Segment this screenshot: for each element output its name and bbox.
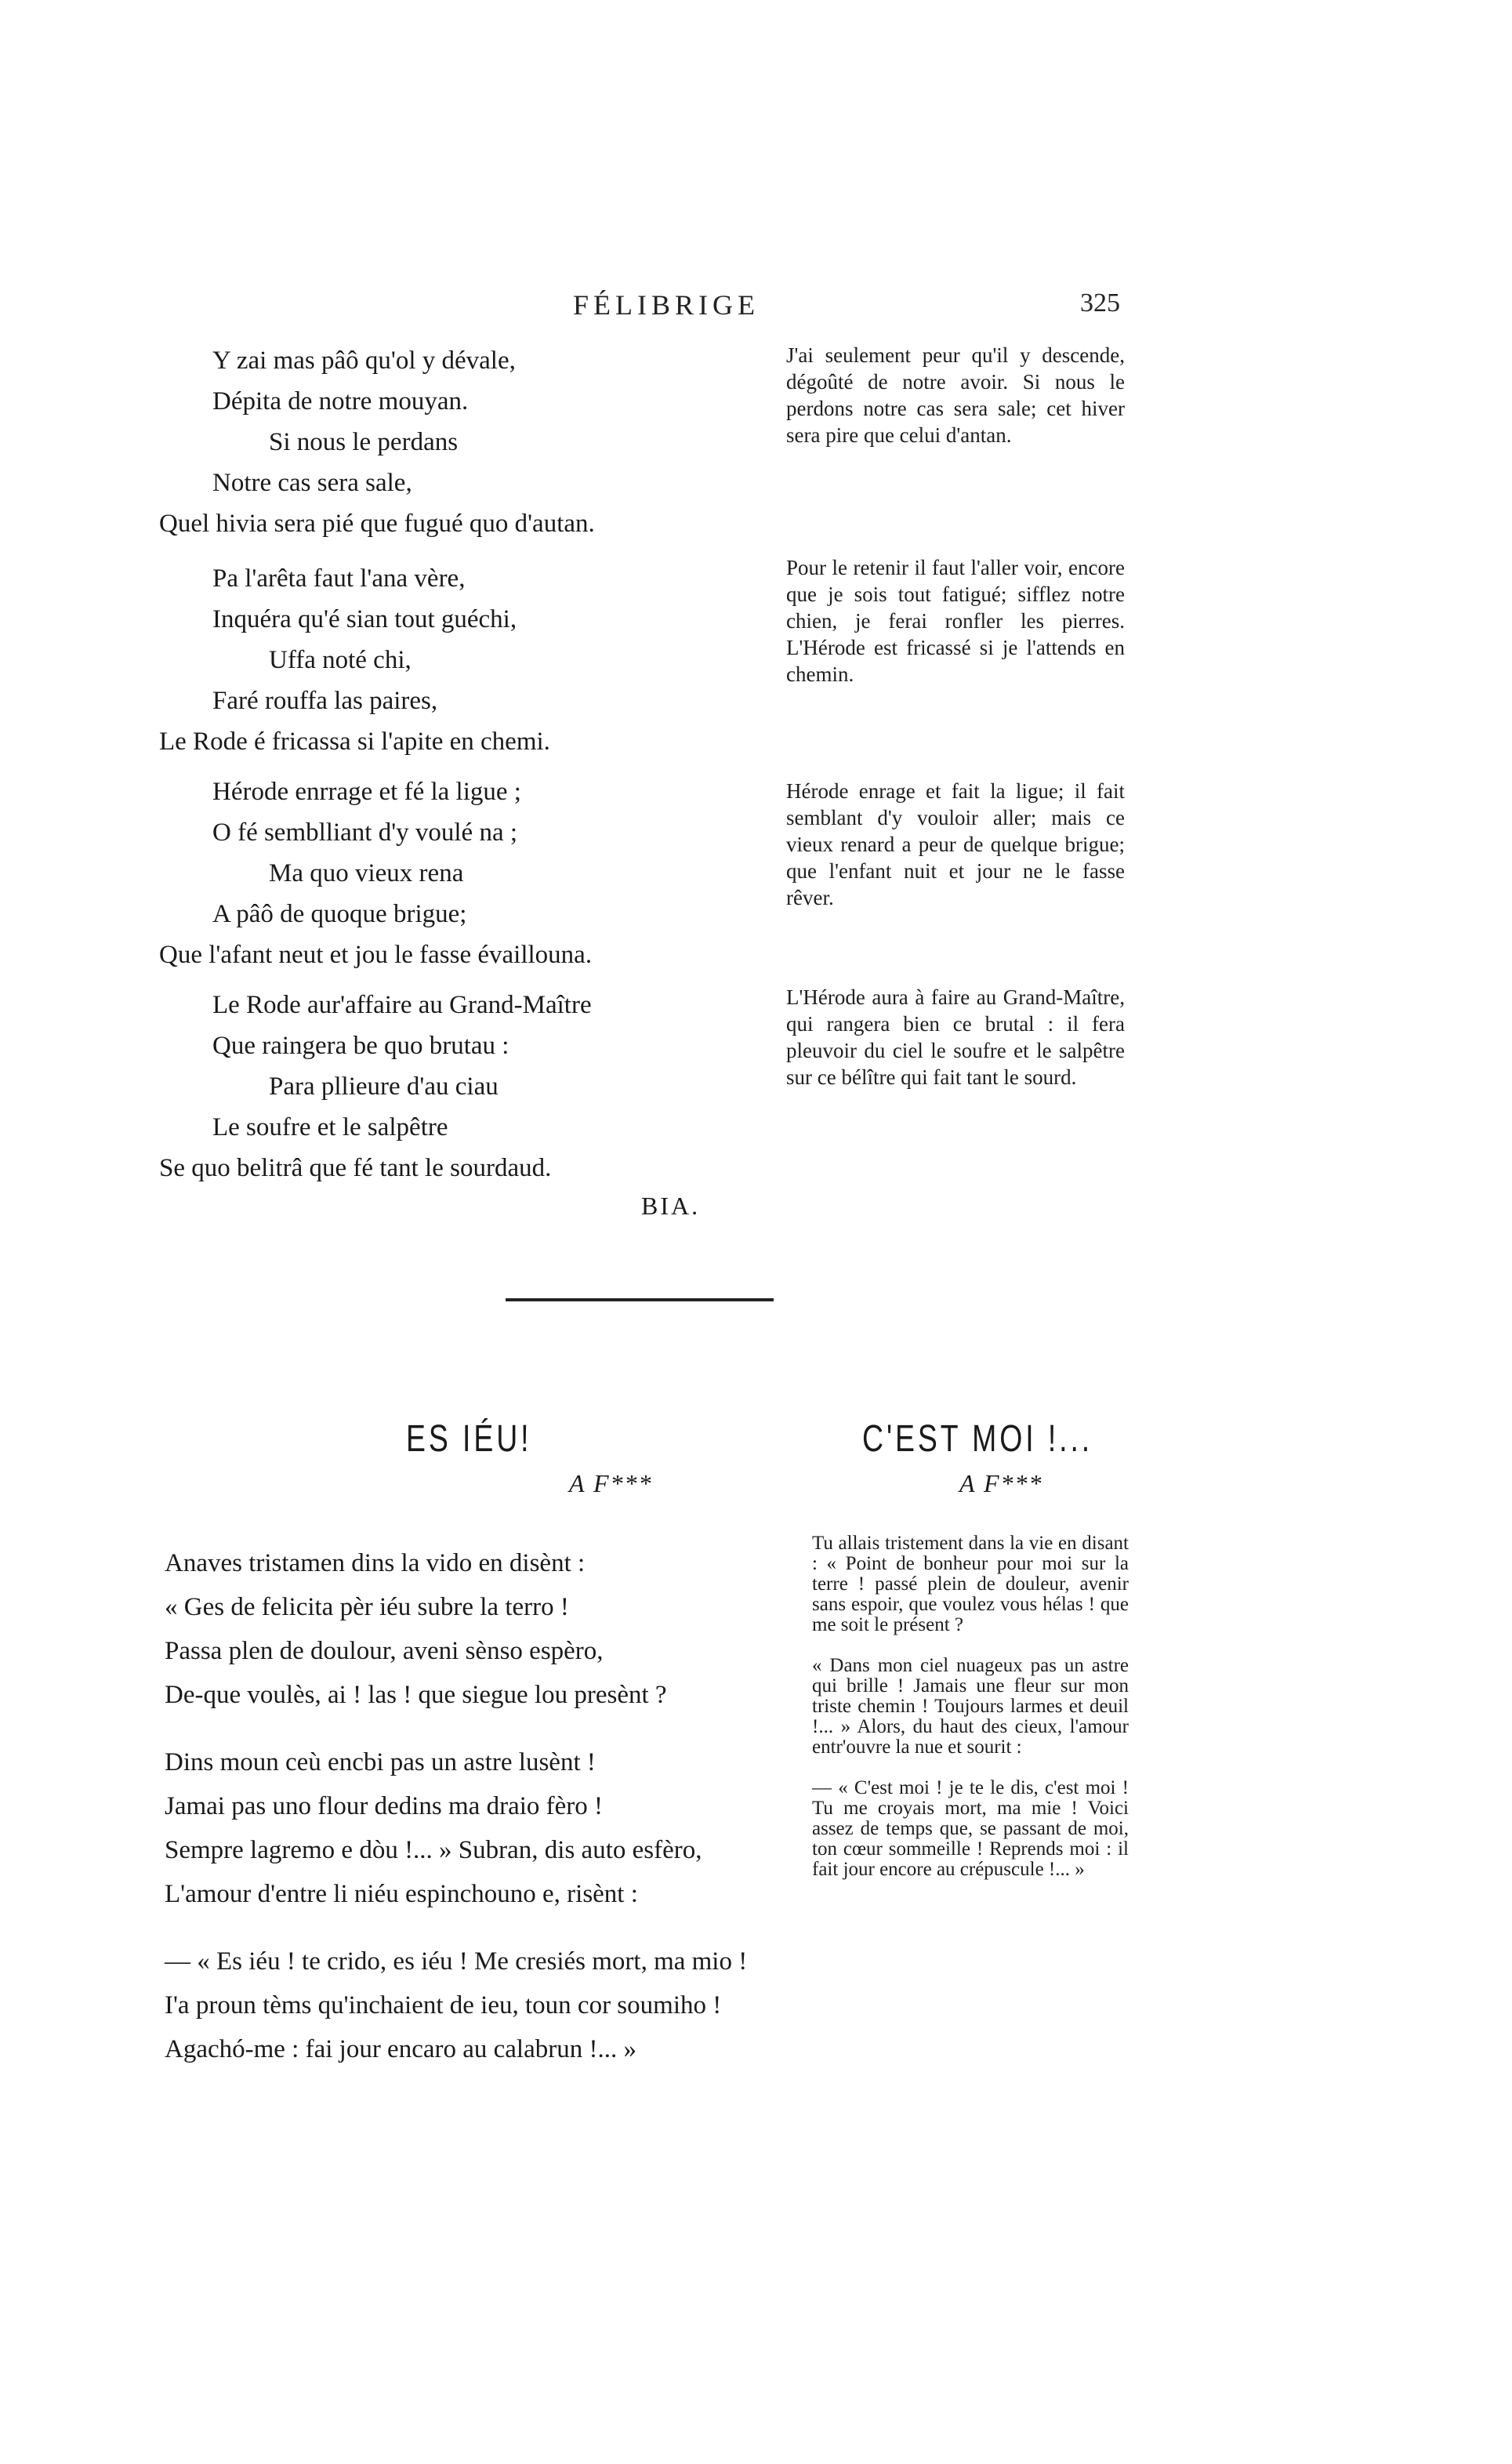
translation-text: « Dans mon ciel nuageux pas un astre qui brille ! Jamais une fleur sur mon triste chemin ! Toujours larmes et deuil !... » Alors, du haut des cieux, l'amour entr'ouvre la nue et sourit : xyxy=(812,1655,1129,1758)
verse-line: Sempre lagremo e dòu !... » Subran, dis auto esfèro, xyxy=(165,1836,702,1864)
translation-text: Hérode enrage et fait la ligue; il fait semblant d'y vouloir aller; mais ce vieux renard a peur de quelque brigue; que l'enfant nuit et jour ne le fasse rêver. xyxy=(786,779,1125,909)
poem-occitan-3 xyxy=(159,771,592,975)
verse-line: Inquéra qu'é sian tout guéchi, xyxy=(212,605,517,633)
verse-line: Jamai pas uno flour dedins ma draio fèro ! xyxy=(165,1792,604,1820)
section-divider xyxy=(506,1298,774,1301)
verse-line: A pâô de quoque brigue; xyxy=(212,900,467,928)
verse-line: « Ges de felicita pèr iéu subre la terro ! xyxy=(165,1593,569,1621)
stanza-gap xyxy=(165,1717,747,1740)
verse-line: Hérode enrrage et fé la ligue ; xyxy=(212,778,521,806)
verse-line: Que raingera be quo brutau : xyxy=(212,1032,509,1060)
verse-line: Uffa noté chi, xyxy=(269,646,412,674)
verse-line: Le soufre et le salpêtre xyxy=(212,1113,448,1141)
translation-title: C'EST MOI !... xyxy=(862,1418,1093,1460)
running-header-title: FÉLIBRIGE xyxy=(573,289,760,321)
verse-line: Para pllieure d'au ciau xyxy=(269,1072,499,1101)
verse-line: Ma quo vieux rena xyxy=(269,859,464,887)
translation-text: — « C'est moi ! je te le dis, c'est moi ! Tu me croyais mort, ma mie ! Voici assez de temps que, se passant de moi, ton cœur sommeille ! Reprends moi : il fait jour encore au crépuscule !... » xyxy=(812,1777,1129,1880)
verse-line: Que l'afant neut et jou le fasse évaillouna. xyxy=(159,941,593,969)
verse-line: Quel hivia sera pié que fugué quo d'autan. xyxy=(159,510,595,538)
verse-line: Si nous le perdans xyxy=(269,428,459,456)
translation-text: J'ai seulement peur qu'il y descende, dégoûté de notre avoir. Si nous le perdons notre cas sera sale; cet hiver sera pire que celui d'antan. xyxy=(786,343,1125,447)
translation-block xyxy=(812,1533,1129,1900)
translation-paragraph xyxy=(786,778,1125,911)
poem-title: ES IÉU! xyxy=(406,1418,532,1460)
verse-line: Pa l'arêta faut l'ana vère, xyxy=(212,564,466,593)
translation-paragraph xyxy=(786,342,1125,448)
verse-line: Se quo belitrâ que fé tant le sourdaud. xyxy=(159,1154,552,1182)
translation-text: Tu allais tristement dans la vie en disant : « Point de bonheur pour moi sur la terre ! passé plein de douleur, avenir sans espoir, que voulez vous hélas ! que me soit le présent ? xyxy=(812,1533,1129,1635)
verse-line: L'amour d'entre li niéu espinchouno e, risènt : xyxy=(165,1880,638,1908)
verse-line: Le Rode é fricassa si l'apite en chemi. xyxy=(159,728,550,756)
translation-paragraph xyxy=(786,984,1125,1090)
verse-line: — « Es iéu ! te crido, es iéu ! Me cresiés mort, ma mio ! xyxy=(165,1947,748,1976)
poem-occitan-1 xyxy=(159,340,595,544)
translation-text: Pour le retenir il faut l'aller voir, encore que je sois tout fatigué; sifflez notre chien, je ferai ronfler les pierres. L'Hérode est fricassé si je l'attends en chemin. xyxy=(786,556,1125,686)
verse-line: I'a proun tèms qu'inchaient de ieu, toun cor soumiho ! xyxy=(165,1991,722,2019)
translation-dedication: A F*** xyxy=(959,1469,1043,1497)
poem-dedication: A F*** xyxy=(569,1469,653,1497)
translation-paragraph xyxy=(786,554,1125,688)
translation-text: L'Hérode aura à faire au Grand-Maître, qui rangera bien ce brutal : il fera pleuvoir du ciel le soufre et le salpêtre sur ce bélître qui fait tant le sourd. xyxy=(786,985,1125,1089)
poem-occitan-sonnet xyxy=(165,1541,747,2071)
poem-occitan-2 xyxy=(159,558,550,762)
verse-line: Dins moun ceù encbi pas un astre lusènt ! xyxy=(165,1748,596,1776)
stanza-gap xyxy=(165,1916,747,1940)
verse-line: Passa plen de doulour, aveni sènso espèro, xyxy=(165,1637,604,1665)
verse-line: Faré rouffa las paires, xyxy=(212,687,438,715)
verse-line: Anaves tristamen dins la vido en disènt : xyxy=(165,1549,586,1577)
page-number: 325 xyxy=(1080,288,1120,318)
verse-line: O fé semblliant d'y voulé na ; xyxy=(212,818,518,847)
verse-line: Le Rode aur'affaire au Grand-Maître xyxy=(212,991,592,1019)
verse-line: Agachó-me : fai jour encaro au calabrun !... » xyxy=(165,2035,636,2063)
verse-line: De-que voulès, ai ! las ! que siegue lou presènt ? xyxy=(165,1681,667,1709)
verse-line: Notre cas sera sale, xyxy=(212,469,412,497)
author-signature: BIA. xyxy=(641,1192,701,1220)
verse-line: Y zai mas pâô qu'ol y dévale, xyxy=(212,347,516,375)
verse-line: Dépita de notre mouyan. xyxy=(212,387,469,416)
poem-occitan-4 xyxy=(159,985,592,1188)
